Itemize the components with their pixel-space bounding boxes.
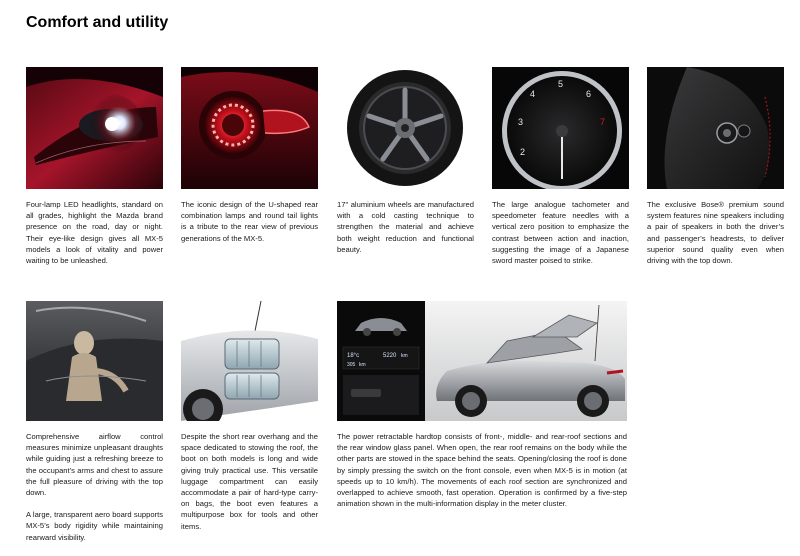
- airflow-photo: [26, 301, 163, 421]
- feature-airflow: [26, 301, 163, 543]
- display-range-unit: km: [359, 362, 366, 368]
- svg-text:2: 2: [520, 147, 526, 157]
- feature-tachometer: [492, 67, 629, 266]
- tachometer-description: The large analogue tachometer and speedometer feature needles with a vertical zero position to emphasize the contrast between action and inaction, suggesting the image of a Japanese sword master poised to strike.: [492, 200, 629, 266]
- airflow-description: [26, 431, 163, 543]
- display-temperature: 18°c: [347, 353, 360, 359]
- headrest-speaker-photo: [647, 67, 784, 189]
- wheels-description: 17" aluminium wheels are manufactured with a cold casting technique to strengthen the material and achieve both weight reduction and functional beauty.: [337, 200, 474, 254]
- feature-boot: [181, 301, 318, 532]
- taillights-description: The iconic design of the U-shaped rear combination lamps and round tail lights is a tribute to the rear view of previous generations of the MX-5.: [181, 200, 318, 243]
- svg-text:7: 7: [600, 117, 606, 127]
- wheel-photo: [337, 67, 474, 189]
- page-title: Comfort and utility: [26, 14, 169, 31]
- svg-text:4: 4: [530, 89, 536, 99]
- svg-text:5: 5: [558, 79, 564, 89]
- bose-description: The exclusive Bose® premium sound system features nine speakers including a pair of speakers in both the driver’s and passenger’s headrests, to deliver superior sound quality even when driving with the top down.: [647, 200, 784, 266]
- display-odometer-unit: km: [401, 353, 408, 359]
- roof-photo: [337, 301, 627, 421]
- display-range: 305: [347, 362, 356, 368]
- headlights-photo: [26, 67, 163, 189]
- feature-bose: [647, 67, 784, 266]
- headlights-description: Four-lamp LED headlights, standard on all grades, highlight the Mazda brand presence on the road, day or night. Their eye-like design gives all MX-5 models a look of vitality and power waiting to be unleashed.: [26, 200, 163, 266]
- luggage-photo: [181, 301, 318, 421]
- svg-text:3: 3: [518, 117, 524, 127]
- boot-description: Despite the short rear overhang and the space dedicated to stowing the roof, the boot on both models is long and wide giving truly practical use. This versatile luggage compartment can easily accommodate a pair of hard-type carry-on bags, the boot even features a multipurpose box for tools and other items.: [181, 432, 318, 531]
- feature-roof: [337, 301, 627, 509]
- airflow-description-paragraph: Comprehensive airflow control measures minimize unpleasant draughts while guiding just a refreshing breeze to the occupant’s arms and chest to assure the full pleasure of driving with the top down.: [26, 432, 163, 498]
- roof-description: The power retractable hardtop consists of front-, middle- and rear-roof sections and the rear window glass panel. When open, the rear roof remains on the body while the other parts are stowed in the space behind the seats. Opening/closing the roof is done by simply pressing the switch on the front console, even when MX-5 is in motion (at speeds up to 10 km/h). The movements of each roof section are synchronized and overlapped to achieve smooth, fast operation. Operation is confirmed by a five-step animation shown in the multi-information display in the meter cluster.: [337, 432, 627, 509]
- taillights-photo: [181, 67, 318, 189]
- aero-board-description-paragraph: A large, transparent aero board supports MX-5’s body rigidity while maintaining rearward visibility.: [26, 510, 163, 542]
- tachometer-photo: [492, 67, 629, 189]
- svg-text:6: 6: [586, 89, 592, 99]
- feature-headlights: [26, 67, 163, 266]
- feature-wheels: [337, 67, 474, 255]
- feature-taillights: [181, 67, 318, 244]
- display-odometer: 5220: [383, 353, 397, 359]
